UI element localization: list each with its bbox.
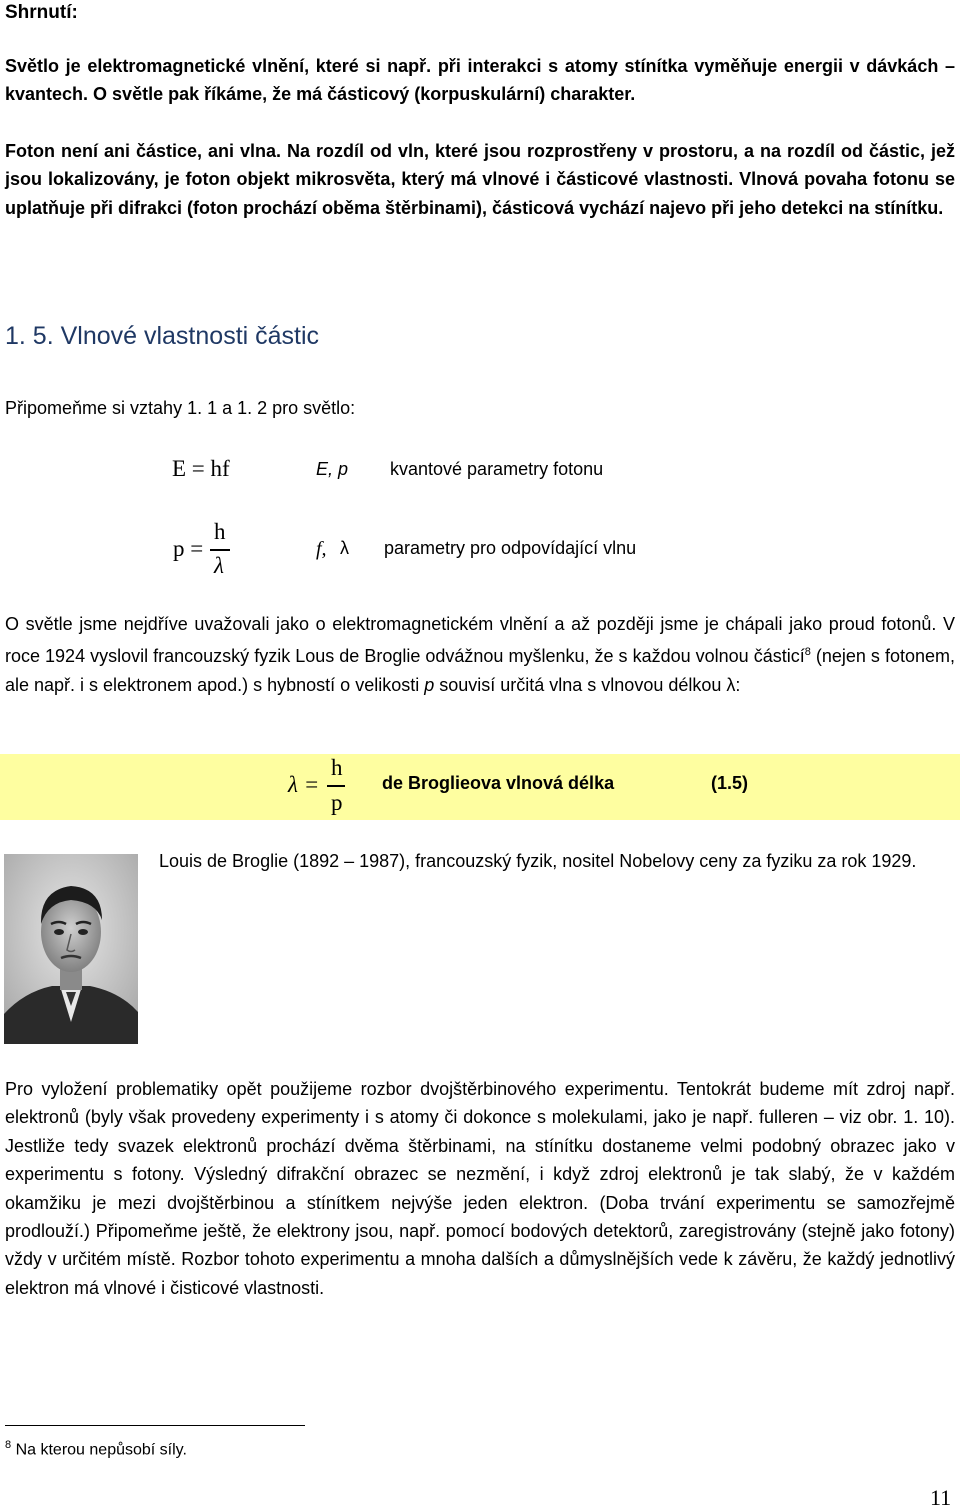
summary-heading: Shrnutí: — [5, 2, 78, 23]
footnote-text: Na kterou nepůsobí síly. — [15, 1441, 187, 1459]
summary-paragraph-1: Světlo je elektromagnetické vlnění, které si např. při interakci s atomy stínítka vyměňuje energii v dávkách – kvantech. O světle pak říkáme, že má částicový (korpuskulární) charakter. — [5, 56, 955, 105]
equation-momentum-variable-f: f, — [316, 538, 327, 560]
equation-energy: E = hf — [172, 456, 230, 481]
section-title: 1. 5. Vlnové vlastnosti částic — [5, 322, 320, 350]
de-broglie-equation-label: de Broglieova vlnová délka — [382, 773, 615, 793]
de-broglie-equation-lhs: λ = — [288, 772, 320, 797]
double-slit-paragraph: Pro vyložení problematiky opět použijeme rozbor dvojštěrbinového experimentu. Tentokrát budeme mít zdroj např. elektronů (byly však provedeny experimenty i s atomy či dokonce s molekulami, jako je např. fulleren – viz obr. 1. 10). Jestliže tedy svazek elektronů prochází dvěma štěrbinami, na stínítku dostaneme velmi podobný obrazec jako v experimentu s fotony. Výsledný difrakční obrazec se nezmění, i když zdroj elektronů je tak slabý, že v každém okamžiku je mezi dvojštěrbinou a stínítkem nejvýše jeden elektron. (Doba trvání experimentu se samozřejmě prodlouží.) Připomeňme ještě, že elektrony jsou, např. pomocí bodových detektorů, zaregistrovány (stejně jako fotony) vždy v určitém místě. Rozbor tohoto experimentu a mnoha dalších a důmyslnějších vede k závěru, že každý jednotlivý elektron má vlnové i čisticové vlastnosti. — [5, 1079, 955, 1298]
equation-energy-variables: E, p — [316, 459, 349, 479]
equation-momentum-variable-lambda: λ — [340, 538, 349, 558]
page-number: 11 — [930, 1485, 952, 1510]
de-broglie-paragraph-text-2: (nejen s fotonem, ale např. i s elektronem apod.) s hybností o velikosti — [5, 646, 955, 695]
section-intro: Připomeňme si vztahy 1. 1 a 1. 2 pro světlo: — [5, 398, 356, 418]
de-broglie-equation-number: (1.5) — [711, 773, 749, 793]
de-broglie-paragraph-text-1: O světle jsme nejdříve uvažovali jako o elektromagnetickém vlnění a až později jsme je chápali jako proud fotonů. V roce 1924 vyslovil francouzský fyzik Lous de Broglie odvážnou myšlenku, že s každou volnou částicí — [5, 614, 955, 667]
de-broglie-fraction-bar — [327, 785, 345, 787]
equation-momentum-lhs: p = — [173, 536, 204, 561]
equation-energy-description: kvantové parametry fotonu — [390, 459, 604, 479]
summary-paragraph-2: Foton není ani částice, ani vlna. Na rozdíl od vln, které jsou rozprostřeny v prostoru, a na rozdíl od částic, jež jsou lokalizovány, je foton objekt mikrosvěta, který má vlnové i částicové vlastnosti. Vlnová povaha fotonu se uplatňuje při difrakci (foton prochází oběma štěrbinami), částicová vychází najevo při jeho detekci na stínítku. — [5, 141, 955, 218]
footnote-reference: 8 — [804, 646, 811, 659]
de-broglie-paragraph-text-3: souvisí určitá vlna s vlnovou délkou λ: — [434, 674, 741, 695]
de-broglie-paragraph — [5, 610, 955, 699]
de-broglie-equation-denominator: p — [331, 790, 343, 815]
equation-momentum-description: parametry pro odpovídající vlnu — [384, 538, 637, 558]
louis-de-broglie-portrait — [4, 854, 138, 1044]
footnote — [5, 1439, 187, 1459]
footnote-separator — [5, 1425, 305, 1426]
footnote-mark: 8 — [5, 1439, 12, 1451]
de-broglie-equation-numerator: h — [331, 755, 343, 780]
equation-momentum-numerator: h — [214, 519, 226, 544]
equation-momentum-denominator: λ — [214, 553, 224, 578]
portrait-caption: Louis de Broglie (1892 – 1987), francouzský fyzik, nositel Nobelovy ceny za fyziku za rok 1929. — [159, 851, 917, 871]
equation-momentum-fraction-bar — [210, 549, 230, 551]
momentum-symbol: p — [424, 674, 435, 695]
